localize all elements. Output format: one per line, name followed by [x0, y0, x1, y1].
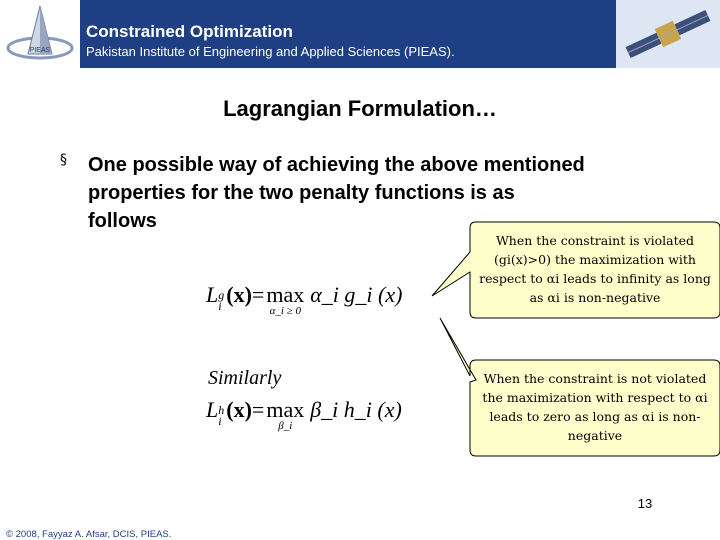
formula-h-lhs: L [206, 397, 219, 422]
copyright-footer: © 2008, Fayyaz A. Afsar, DCIS, PIEAS. [6, 529, 172, 540]
formula-g-arg: (x) [226, 282, 252, 307]
formula-g-eq: = [251, 282, 265, 307]
callout-1-text: When the constraint is violated (gi(x)>0) the maximization with respect to αi leads to infinity as long as αi is non-negative [479, 233, 711, 305]
formula-h-supsub: h i [218, 403, 225, 428]
logo-text: PIEAS [29, 47, 51, 54]
slide-title: Lagrangian Formulation… [223, 96, 497, 121]
callout-2-text: When the constraint is not violated the maximization with respect to αi leads to zero as long as αi is non-negative [482, 371, 708, 443]
formula-g-lhs: L [206, 282, 219, 307]
bullet-text: One possible way of achieving the above mentioned properties for the two penalty functions is as follows [88, 154, 585, 232]
course-title: Constrained Optimization [86, 22, 293, 41]
page-number: 13 [637, 496, 653, 511]
formula-g-term: α_i g_i (x) [310, 282, 403, 307]
formula-g-supsub: g i [218, 288, 225, 313]
formula-g-max: max α_i ≥ 0 [266, 282, 305, 317]
formula-h-eq: = [251, 397, 265, 422]
formula-h-term: β_i h_i (x) [310, 397, 402, 422]
institute-name: Pakistan Institute of Engineering and Applied Sciences (PIEAS). [86, 44, 455, 59]
formula-h-arg: (x) [226, 397, 252, 422]
similarly-label: Similarly [208, 367, 282, 389]
formula-h-max: max β_i [266, 397, 305, 432]
bullet-marker: § [60, 152, 67, 168]
